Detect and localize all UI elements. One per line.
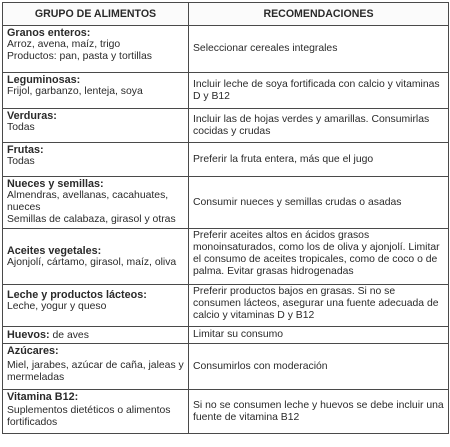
food-group-item: Suplementos dietéticos o alimentos fortificados bbox=[7, 405, 171, 428]
table-row bbox=[3, 390, 449, 434]
food-group-cell bbox=[3, 229, 189, 285]
recommendation-cell: Seleccionar cereales integrales bbox=[189, 26, 449, 73]
food-group-cell bbox=[3, 390, 189, 434]
food-group-item: Frijol, garbanzo, lenteja, soya bbox=[7, 86, 143, 97]
food-group-item: Todas bbox=[7, 122, 35, 133]
table-row bbox=[3, 109, 449, 143]
food-group-cell bbox=[3, 327, 189, 344]
food-group-item: Ajonjolí, cártamo, girasol, maíz, oliva bbox=[7, 257, 177, 268]
recommendation-cell: Consumir nueces y semillas crudas o asadas bbox=[189, 177, 449, 229]
food-group-item: Semillas de calabaza, girasol y otras bbox=[7, 214, 176, 225]
header-food-group: GRUPO DE ALIMENTOS bbox=[3, 3, 189, 26]
food-group-cell bbox=[3, 26, 189, 73]
food-group-item: de aves bbox=[52, 330, 89, 341]
table-row bbox=[3, 344, 449, 390]
recommendation-cell: Preferir productos bajos en grasas. Si no se consumen lácteos, asegurar una fuente adecuada de calcio y vitaminas D y B12 bbox=[189, 285, 449, 327]
food-group-item: Productos: pan, pasta y tortillas bbox=[7, 51, 152, 62]
food-group-item: Arroz, avena, maíz, trigo bbox=[7, 39, 121, 50]
food-group-name: Granos enteros: bbox=[7, 27, 91, 39]
table-row bbox=[3, 285, 449, 327]
table-row bbox=[3, 327, 449, 344]
recommendation-cell: Preferir aceites altos en ácidos grasos monoinsaturados, como los de oliva y ajonjolí. Limitar el consumo de aceites tropicales, como de coco o de palma. Evitar grasas hidrogenadas bbox=[189, 229, 449, 285]
food-group-name: Frutas: bbox=[7, 144, 44, 156]
food-group-name: Leguminosas: bbox=[7, 74, 81, 86]
header-recommendations: RECOMENDACIONES bbox=[189, 3, 449, 26]
table-row bbox=[3, 229, 449, 285]
food-group-cell bbox=[3, 285, 189, 327]
recommendation-cell: Preferir la fruta entera, más que el jugo bbox=[189, 143, 449, 177]
recommendation-cell: Limitar su consumo bbox=[189, 327, 449, 344]
food-group-name: Azúcares: bbox=[7, 345, 59, 357]
table-header-row bbox=[3, 3, 449, 26]
food-group-name: Aceites vegetales: bbox=[7, 245, 102, 257]
food-group-name: Huevos: bbox=[7, 329, 50, 341]
table-row bbox=[3, 26, 449, 73]
food-recommendations-table bbox=[2, 2, 449, 434]
recommendation-cell: Incluir las de hojas verdes y amarillas. Consumirlas cocidas y crudas bbox=[189, 109, 449, 143]
recommendations-sheet bbox=[2, 2, 448, 445]
recommendation-cell: Si no se consumen leche y huevos se debe incluir una fuente de vitamina B12 bbox=[189, 390, 449, 434]
food-group-item: Miel, jarabes, azúcar de caña, jaleas y mermeladas bbox=[7, 360, 184, 383]
food-group-item: Todas bbox=[7, 156, 35, 167]
food-group-item: Almendras, avellanas, cacahuates, nueces bbox=[7, 190, 169, 213]
food-group-cell bbox=[3, 177, 189, 229]
table-row bbox=[3, 73, 449, 109]
food-group-cell bbox=[3, 73, 189, 109]
table-row bbox=[3, 177, 449, 229]
table-row bbox=[3, 143, 449, 177]
food-group-name: Vitamina B12: bbox=[7, 391, 79, 403]
food-group-name: Nueces y semillas: bbox=[7, 178, 104, 190]
food-group-name: Leche y productos lácteos: bbox=[7, 289, 147, 301]
recommendation-cell: Consumirlos con moderación bbox=[189, 344, 449, 390]
food-group-item: Leche, yogur y queso bbox=[7, 301, 107, 312]
food-group-name: Verduras: bbox=[7, 110, 57, 122]
recommendation-cell: Incluir leche de soya fortificada con calcio y vitaminas D y B12 bbox=[189, 73, 449, 109]
food-group-cell bbox=[3, 109, 189, 143]
food-group-cell bbox=[3, 344, 189, 390]
food-group-cell bbox=[3, 143, 189, 177]
